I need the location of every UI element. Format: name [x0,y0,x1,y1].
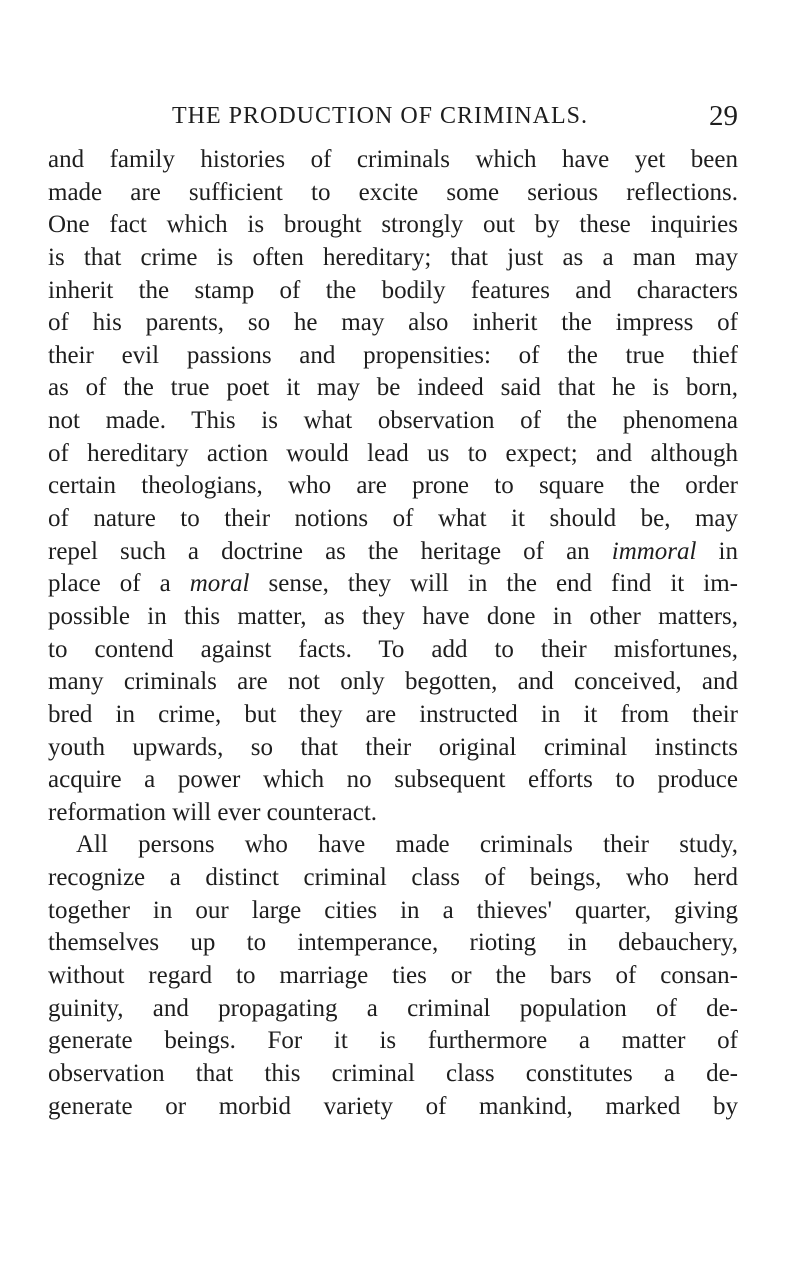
text-line: acquire a power which no subsequent efforts to produce [48,766,738,794]
text-line: made are sufficient to excite some serious reflections. [48,178,738,206]
text-line: together in our large cities in a thieves' quarter, giving [48,896,738,924]
text-line: many criminals are not only begotten, and conceived, and [48,668,738,696]
text-line: not made. This is what observation of the phenomena [48,407,738,435]
running-title: THE PRODUCTION OF CRIMINALS. [172,103,589,129]
text-line: bred in crime, but they are instructed in it from their [48,700,738,728]
text-line: of his parents, so he may also inherit the impress of [48,309,738,337]
text-line [48,568,738,601]
text-segment: in [696,537,738,565]
page-number: 29 [709,100,738,132]
text-line: is that crime is often hereditary; that just as a man may [48,243,738,271]
running-header [172,96,738,136]
text-line: generate or morbid variety of mankind, marked by [48,1092,738,1120]
text-segment: repel such a doctrine as the heritage of an [48,537,612,565]
text-line [48,536,738,569]
text-segment: place of a [48,570,190,598]
body-text [48,144,738,1123]
text-line: observation that this criminal class constitutes a de- [48,1059,738,1087]
text-line: without regard to marriage ties or the bars of consan- [48,962,738,990]
text-line: recognize a distinct criminal class of beings, who herd [48,864,738,892]
text-line: possible in this matter, as they have done in other matters, [48,602,738,630]
text-line: One fact which is brought strongly out by these inquiries [48,211,738,239]
text-line: of nature to their notions of what it should be, may [48,505,738,533]
text-line: inherit the stamp of the bodily features and characters [48,276,738,304]
text-line: certain theologians, who are prone to square the order [48,472,738,500]
italic-word: immoral [611,537,697,565]
text-line: reformation will ever counteract. [48,798,378,826]
italic-word: moral [189,570,250,598]
text-segment: sense, they will in the end find it im- [249,570,738,598]
text-line: to contend against facts. To add to their misfortunes, [48,635,738,663]
text-line: guinity, and propagating a criminal population of de- [48,994,738,1022]
text-line: youth upwards, so that their original criminal instincts [48,733,738,761]
text-line: and family histories of criminals which have yet been [48,146,738,173]
text-line: as of the true poet it may be indeed said that he is born, [48,374,738,402]
text-line: generate beings. For it is furthermore a matter of [48,1027,738,1055]
text-line: All persons who have made criminals their study, [76,831,738,859]
text-line: themselves up to intemperance, rioting in debauchery, [48,929,738,957]
text-line: their evil passions and propensities: of the true thief [48,341,738,369]
text-line: of hereditary action would lead us to expect; and although [48,439,738,467]
